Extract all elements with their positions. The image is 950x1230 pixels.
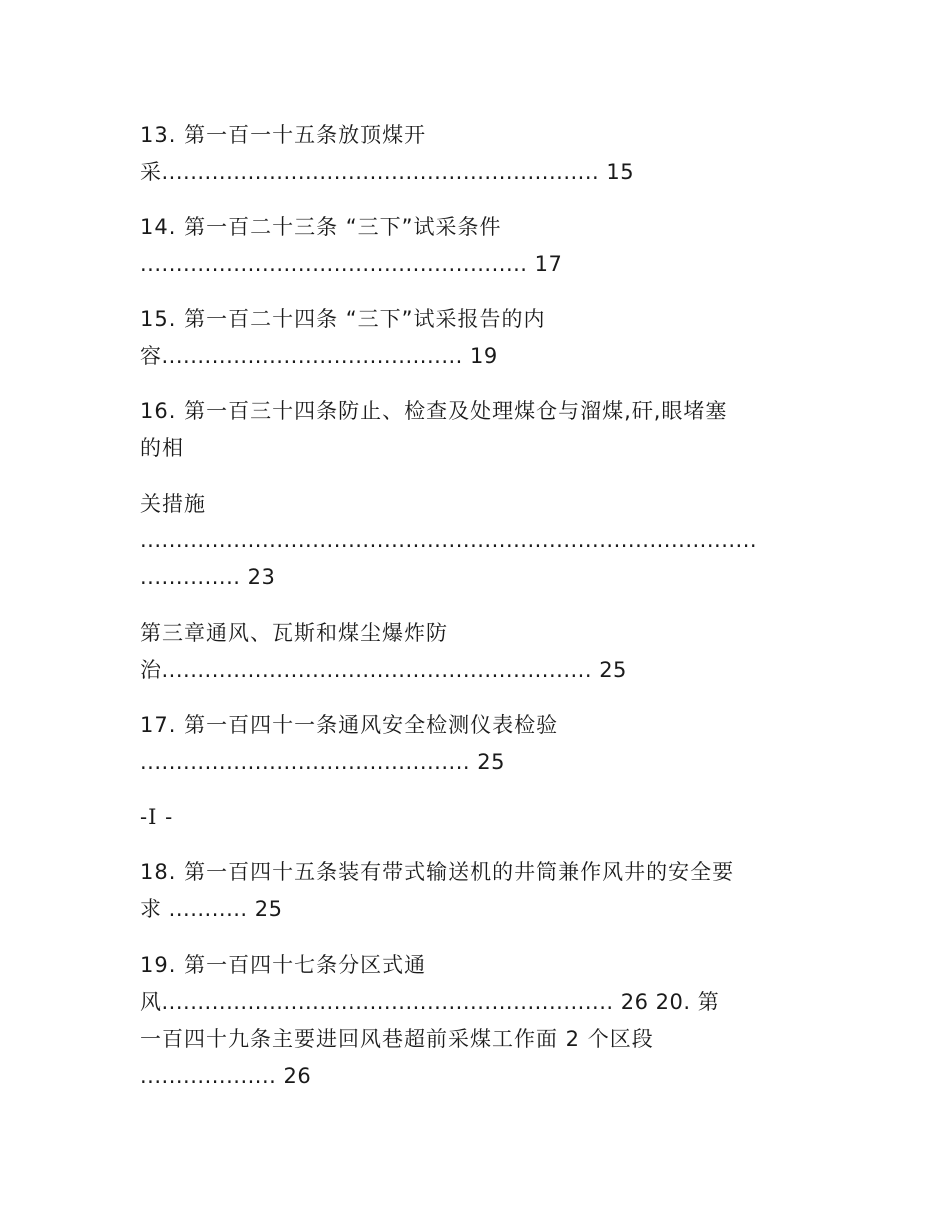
toc-entry-18-leader: 求 ........... 25 — [140, 897, 283, 921]
toc-entry-16-leader: ...................................................................................... — [140, 528, 758, 552]
toc-entry-15-title: 15. 第一百二十四条 “三下”试采报告的内 — [140, 307, 546, 331]
toc-entry-13-leader: 采............................................................. 15 — [140, 160, 635, 184]
toc-entry-16-title-cont2: 关措施 — [140, 492, 206, 516]
page-number-marker: -I - — [140, 805, 174, 829]
toc-entry-16-title: 16. 第一百三十四条防止、检查及处理煤仓与溜煤,矸,眼堵塞 — [140, 399, 728, 423]
toc-chapter-3-title: 第三章通风、瓦斯和煤尘爆炸防 — [140, 621, 448, 645]
toc-entry-14-leader: ...................................................... 17 — [140, 252, 563, 276]
toc-entry-19-leader: 风............................................................... 26 20. 第 — [140, 990, 720, 1014]
toc-entry-17-title: 17. 第一百四十一条通风安全检测仪表检验 — [140, 713, 559, 737]
toc-entry-20-leader: ................... 26 — [140, 1064, 312, 1088]
toc-entry-20-title: 一百四十九条主要进回风巷超前采煤工作面 2 个区段 — [140, 1027, 654, 1051]
toc-chapter-3-leader: 治............................................................ 25 — [140, 658, 627, 682]
toc-entry-18-title: 18. 第一百四十五条装有带式输送机的井筒兼作风井的安全要 — [140, 860, 735, 884]
toc-entry-15-leader: 容.......................................... 19 — [140, 344, 498, 368]
toc-entry-17-leader: .............................................. 25 — [140, 750, 505, 774]
toc-entry-16-title-cont: 的相 — [140, 436, 184, 460]
toc-entry-13-title: 13. 第一百一十五条放顶煤开 — [140, 123, 427, 147]
toc-entry-14-title: 14. 第一百二十三条 “三下”试采条件 — [140, 215, 502, 239]
toc-entry-16-page: .............. 23 — [140, 565, 276, 589]
toc-entry-19-title: 19. 第一百四十七条分区式通 — [140, 953, 427, 977]
